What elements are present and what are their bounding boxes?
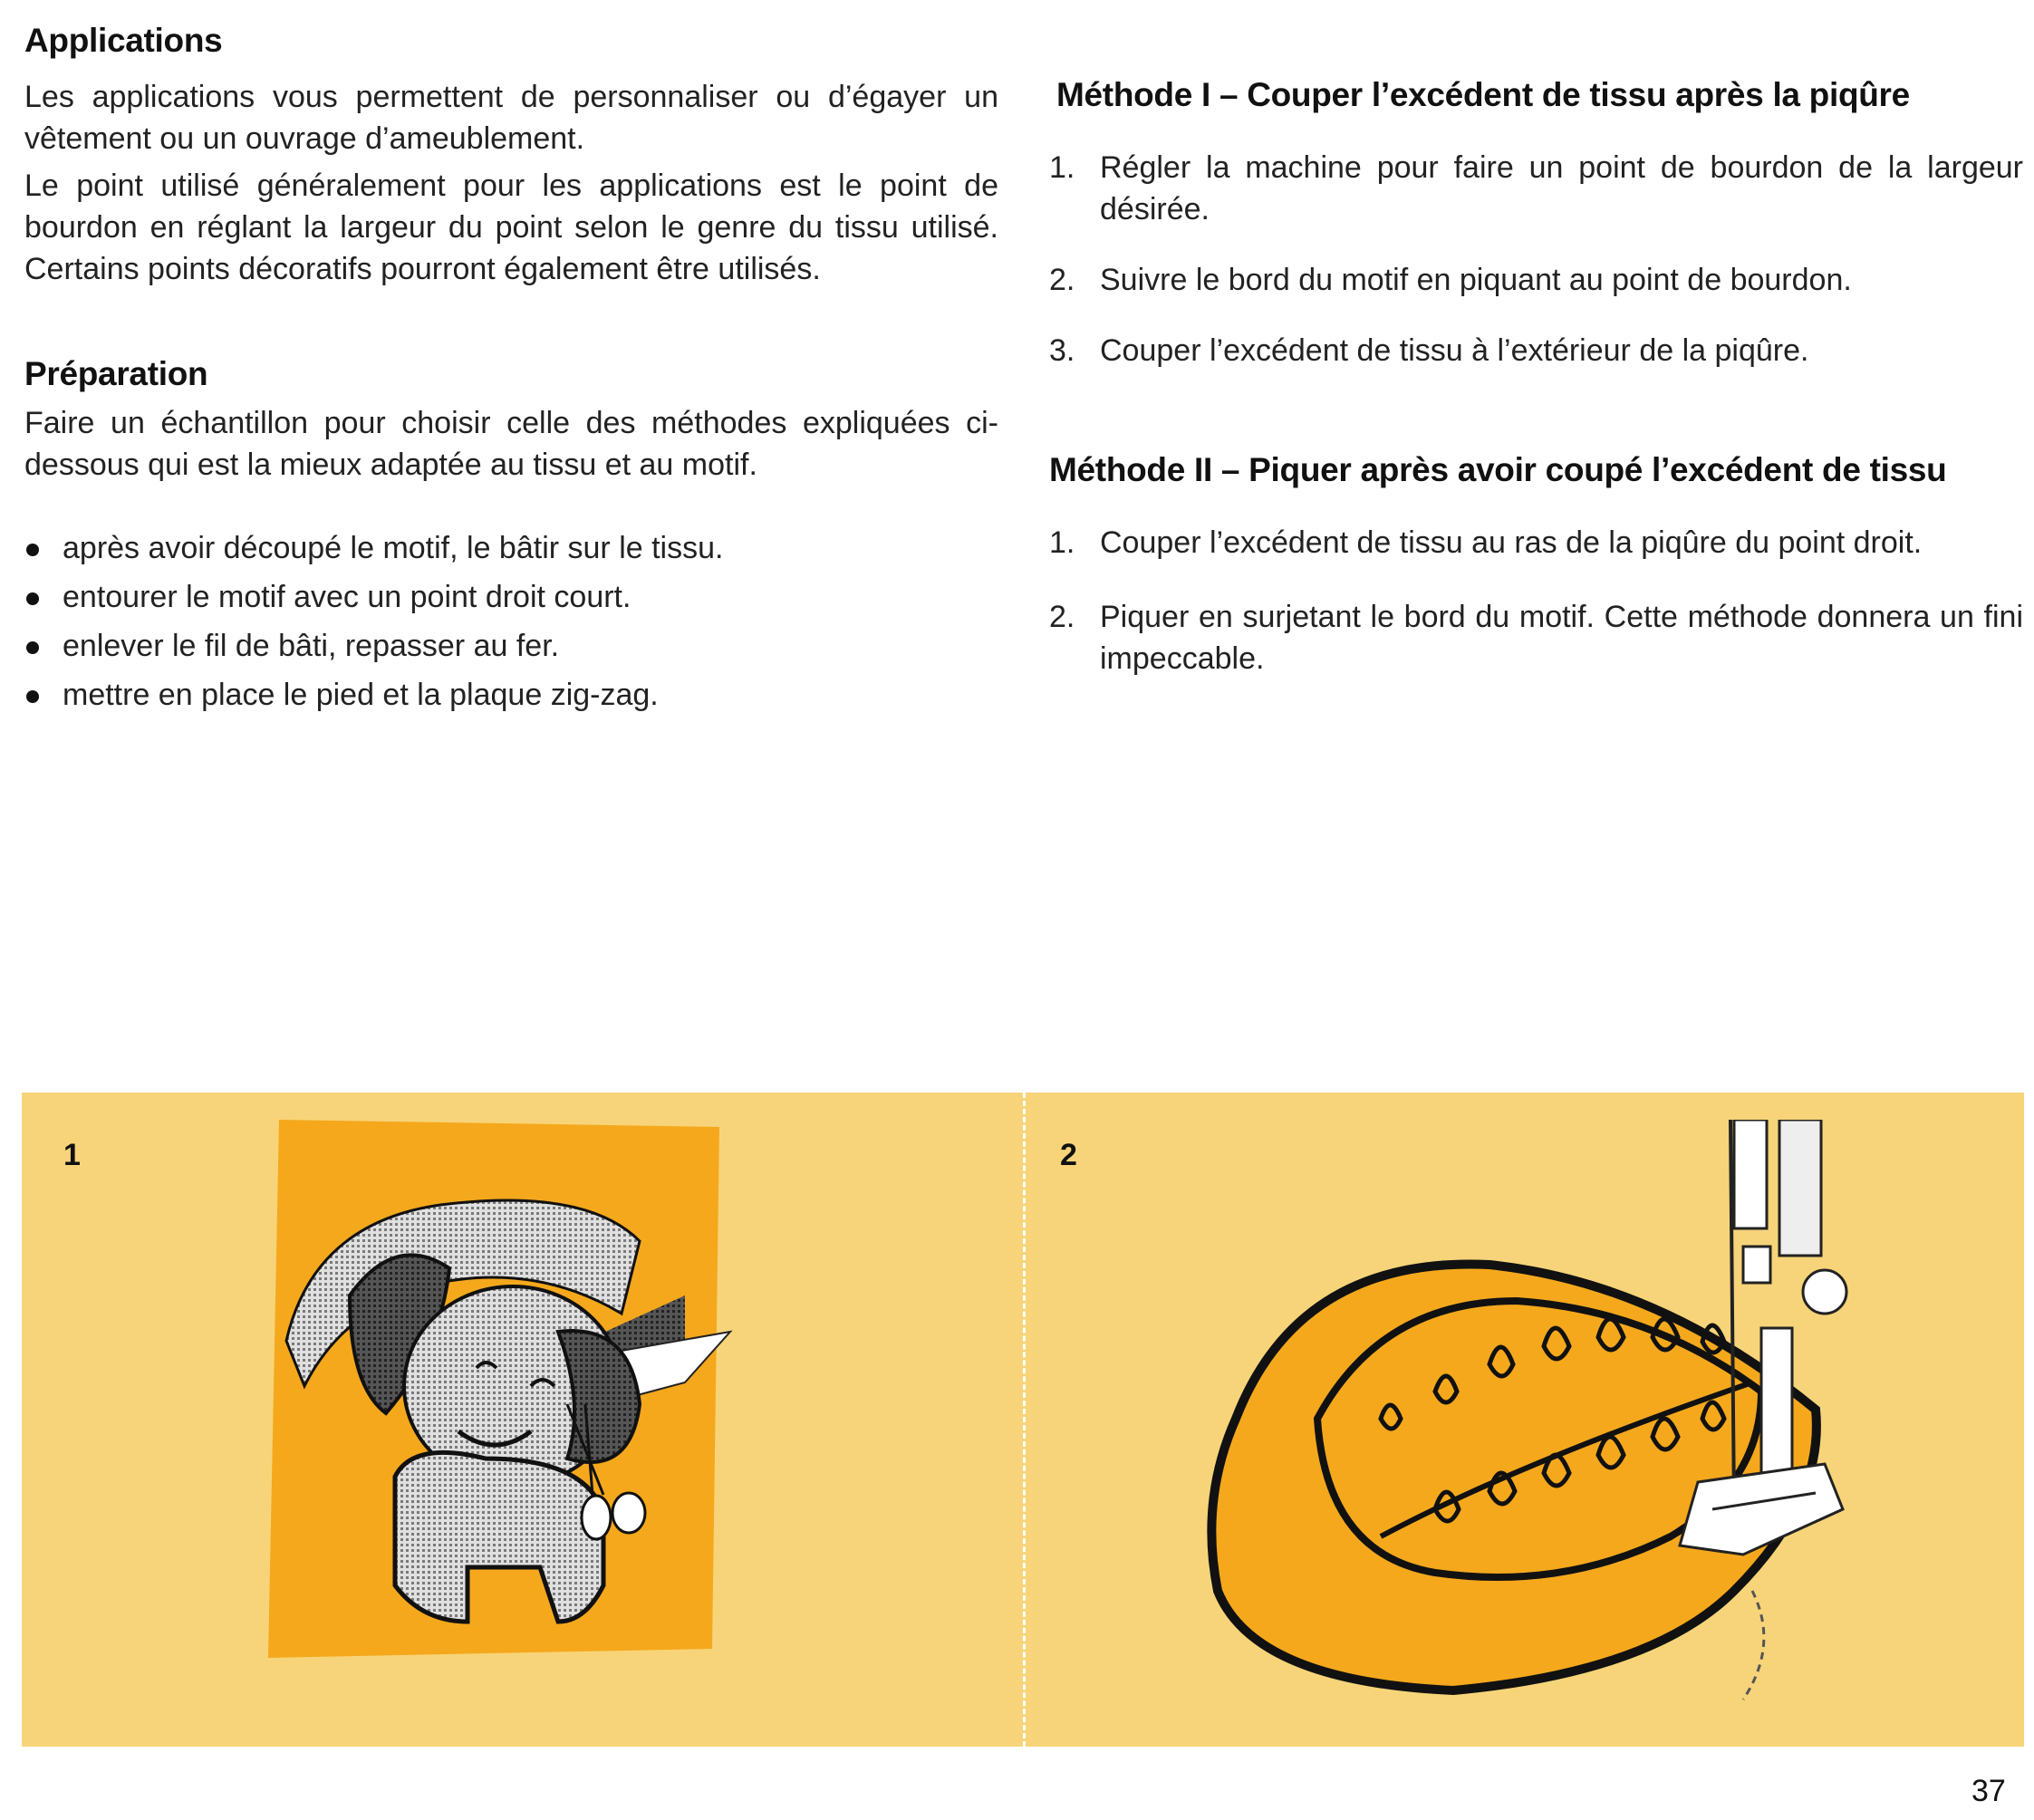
page-number: 37 xyxy=(1971,1774,2006,1808)
bullet-icon xyxy=(26,641,39,654)
method-1-title: Méthode I – Couper l’excédent de tissu après la piqûre xyxy=(1056,76,1910,113)
list-item xyxy=(24,625,998,674)
step-number: 2. xyxy=(1049,263,1075,297)
illustration-band xyxy=(22,1093,2024,1747)
method-2-steps xyxy=(1049,522,2023,712)
step-item xyxy=(1049,259,2023,301)
page-title: Applications xyxy=(24,22,223,59)
bullet-icon xyxy=(26,544,39,556)
step-text: Régler la machine pour faire un point de bourdon de la largeur désirée. xyxy=(1100,150,2023,226)
preparation-paragraph: Faire un échantillon pour choisir celle des méthodes expliquées ci-dessous qui est la mieux adaptée au tissu et au motif. xyxy=(24,406,998,482)
stitch-paragraph: Le point utilisé généralement pour les applications est le point de bourdon en réglant la largeur du point selon le genre du tissu utilisé. Certains points décoratifs pourront également être utilisés. xyxy=(24,169,998,286)
list-item-text: après avoir découpé le motif, le bâtir sur le tissu. xyxy=(63,531,724,565)
list-item xyxy=(24,674,998,723)
step-item xyxy=(1049,330,2023,371)
preparation-list xyxy=(24,527,998,723)
step-number: 1. xyxy=(1049,150,1075,185)
preparation-title: Préparation xyxy=(24,355,208,392)
list-item xyxy=(24,576,998,625)
step-number: 3. xyxy=(1049,333,1075,368)
method-1-steps xyxy=(1049,147,2023,400)
intro-paragraph: Les applications vous permettent de personnaliser ou d’égayer un vêtement ou un ouvrage d’ameublement. xyxy=(24,80,998,156)
figure-1-label: 1 xyxy=(63,1138,81,1172)
elephant-applique-icon xyxy=(259,1114,748,1676)
list-item-text: entourer le motif avec un point droit court. xyxy=(63,580,631,614)
leaf-applique-icon xyxy=(1109,1120,1924,1718)
step-number: 1. xyxy=(1049,525,1075,560)
list-item xyxy=(24,527,998,576)
figure-divider xyxy=(1023,1093,1026,1747)
bullet-icon xyxy=(26,592,39,605)
step-text: Couper l’excédent de tissu à l’extérieur de la piqûre. xyxy=(1100,333,1809,368)
step-text: Piquer en surjetant le bord du motif. Cette méthode donnera un fini impeccable. xyxy=(1100,600,2023,676)
method-2-title: Méthode II – Piquer après avoir coupé l’excédent de tissu xyxy=(1049,451,1947,488)
list-item-text: enlever le fil de bâti, repasser au fer. xyxy=(63,629,560,663)
figure-2-label: 2 xyxy=(1060,1138,1077,1172)
bullet-icon xyxy=(26,690,39,703)
step-item xyxy=(1049,147,2023,230)
step-number: 2. xyxy=(1049,600,1075,634)
step-item xyxy=(1049,522,2023,563)
step-item xyxy=(1049,596,2023,679)
step-text: Couper l’excédent de tissu au ras de la piqûre du point droit. xyxy=(1100,525,1923,560)
step-text: Suivre le bord du motif en piquant au point de bourdon. xyxy=(1100,263,1852,297)
list-item-text: mettre en place le pied et la plaque zig-zag. xyxy=(63,678,659,712)
